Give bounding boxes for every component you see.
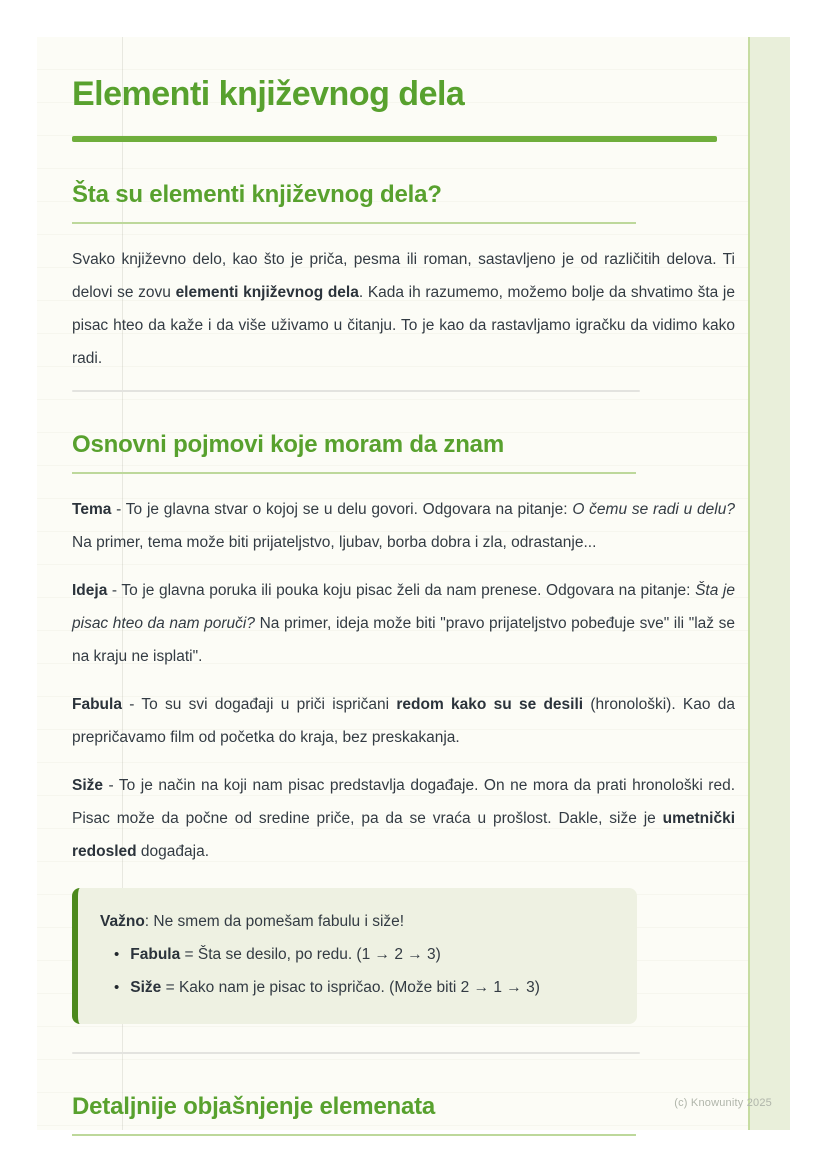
callout-bullet-text: Siže = Kako nam je pisac to ispričao. (Može biti 2 → 1 → 3) [130, 979, 540, 996]
footer-copyright: (c) Knowunity 2025 [674, 1097, 772, 1109]
term-paragraph-ideja: Ideja - To je glavna poruka ili pouka koju pisac želi da nam prenese. Odgovara na pitanje: Šta je pisac hteo da nam poruči? Na primer, ideja može biti "pravo prijateljstvo pobeđuje sve" ili "laž se na kraju ne isplati". [72, 582, 735, 665]
section-divider [72, 390, 640, 392]
section-heading-basics: Osnovni pojmovi koje moram da znam [72, 430, 636, 474]
term-paragraph-size: Siže - To je način na koji nam pisac predstavlja događaje. On ne mora da prati hronološki red. Pisac može da počne od sredine priče, pa da se vraća u prošlost. Dakle, siže je umetnički redosled događaja. [72, 777, 735, 860]
section-heading-intro: Šta su elementi književnog dela? [72, 180, 636, 224]
bullet-icon: • [114, 979, 120, 996]
main-title: Elementi književnog dela [72, 75, 465, 113]
callout-title: Važno: Ne smem da pomešam fabulu i siže! [100, 913, 405, 930]
intro-paragraph: Svako književno delo, kao što je priča, pesma ili roman, sastavljeno je od različitih delova. Ti delovi se zovu elementi književnog dela. Kada ih razumemo, možemo bolje da shvatimo šta je pisac hteo da kaže i da više uživamo u čitanju. To je kao da rastavljamo igračku da vidimo kako radi. [72, 251, 735, 367]
term-paragraph-tema: Tema - To je glavna stvar o kojoj se u delu govori. Odgovara na pitanje: O čemu se radi u delu? Na primer, tema može biti prijateljstvo, ljubav, borba dobra i zla, odrastanje... [72, 501, 735, 551]
term-paragraph-fabula: Fabula - To su svi događaji u priči ispričani redom kako su se desili (hronološki). Kao da prepričavamo film od početka do kraja, bez preskakanja. [72, 696, 735, 746]
callout-box [72, 888, 637, 1024]
document-content [72, 75, 735, 1136]
callout-bullet-text: Fabula = Šta se desilo, po redu. (1 → 2 → 3) [130, 946, 441, 963]
callout-bullet-list [114, 943, 613, 1000]
section-divider [72, 1052, 640, 1054]
title-rule [72, 136, 717, 142]
callout-bullet [114, 943, 613, 967]
section-heading-details: Detaljnije objašnjenje elemenata [72, 1092, 636, 1136]
bullet-icon: • [114, 946, 120, 963]
callout-bullet [114, 976, 613, 1000]
page-side-strip [748, 37, 790, 1130]
